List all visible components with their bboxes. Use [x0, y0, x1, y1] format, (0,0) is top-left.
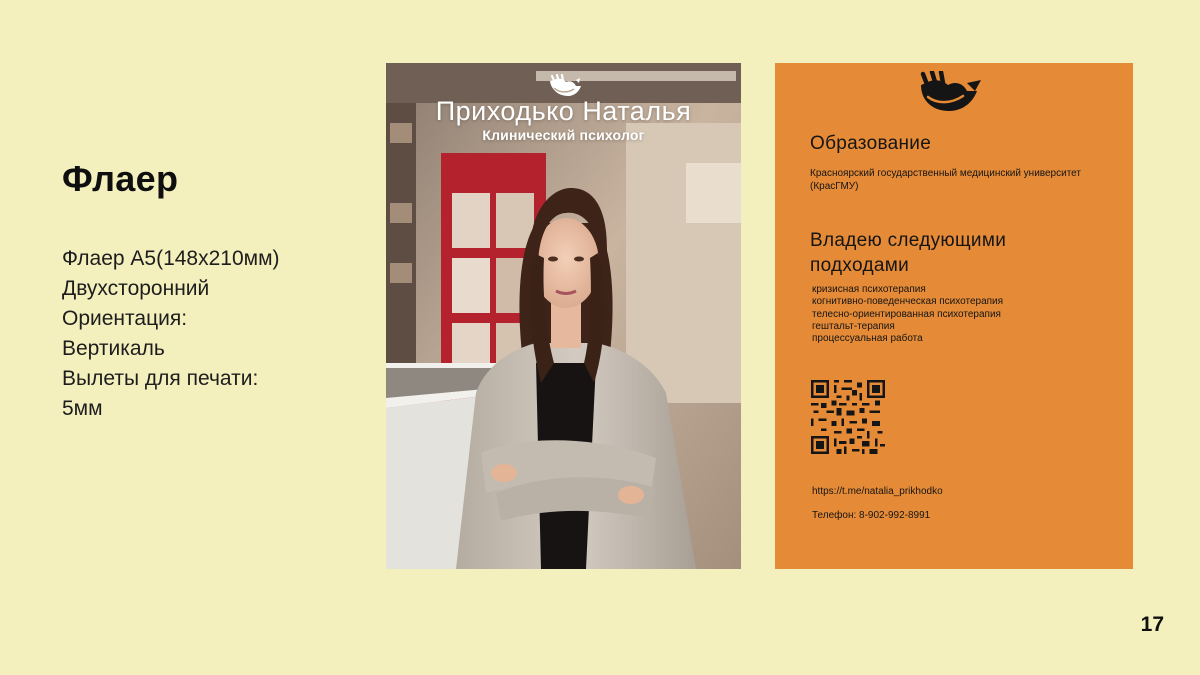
hands-bird-logo-icon: [915, 71, 987, 115]
spec-line: Вылеты для печати:: [62, 367, 259, 390]
spec-line: Флаер А5(148х210мм): [62, 247, 280, 270]
approach-item: телесно-ориентированная психотерапия: [812, 308, 1001, 320]
telegram-link: https://t.me/natalia_prikhodko: [812, 486, 943, 497]
flyer-specs-list: [62, 244, 342, 424]
phone-number: Телефон: 8-902-992-8991: [812, 510, 931, 521]
doctor-name: Приходько Наталья: [435, 96, 692, 126]
approach-item: кризисная психотерапия: [812, 284, 926, 295]
qr-code-icon: [811, 380, 885, 454]
approach-item: гештальт-терапия: [812, 320, 895, 332]
approach-item: процессуальная работа: [812, 333, 923, 345]
flyer-front-side: [386, 63, 741, 569]
spec-line: Двухсторонний: [62, 277, 210, 300]
page-number: 17: [1140, 613, 1164, 636]
education-heading: Образование: [810, 133, 932, 154]
spec-line: Вертикаль: [62, 337, 165, 360]
slide-title: Флаер: [62, 158, 179, 199]
education-text: Красноярский государственный медицинский университет (КрасГМУ): [810, 168, 1081, 192]
approach-item: когнитивно-поведенческая психотерапия: [812, 296, 1004, 308]
spec-line: Ориентация:: [62, 307, 188, 330]
flyer-back-side: [775, 63, 1133, 569]
approaches-list: [812, 284, 1003, 345]
doctor-role: Клинический психолог: [482, 127, 645, 143]
spec-line: 5мм: [62, 397, 103, 420]
approaches-heading: Владею следующими подходами: [810, 230, 1007, 276]
